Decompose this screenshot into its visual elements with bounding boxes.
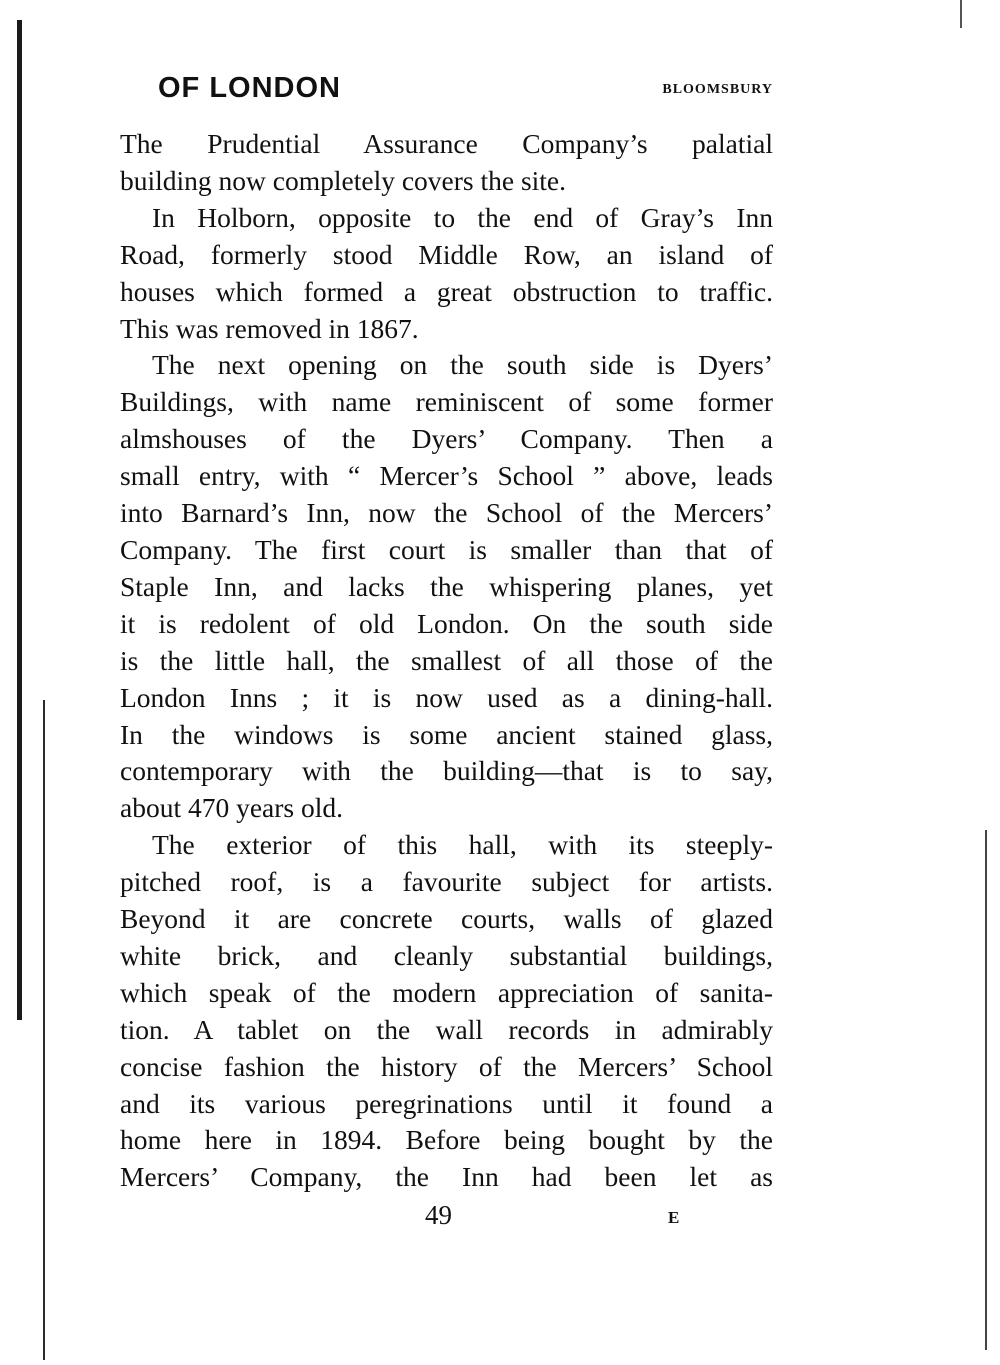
paragraph-3 xyxy=(120,347,773,827)
text-line: into Barnard’s Inn, now the School of the Mercers’ xyxy=(120,497,773,529)
text-line: and its various peregrinations until it found a xyxy=(120,1087,773,1119)
text-line: almshouses of the Dyers’ Company. Then a xyxy=(120,423,773,455)
text-line: small entry, with “ Mercer’s School ” above, leads xyxy=(120,460,773,492)
page-edge-shadow-left xyxy=(17,20,22,1020)
running-title: OF LONDON xyxy=(158,72,341,104)
text-line: Company. The first court is smaller than that of xyxy=(120,533,773,565)
text-line: contemporary with the building—that is to say, xyxy=(120,755,773,787)
page-footer xyxy=(120,1200,773,1240)
text-line: The next opening on the south side is Dyers’ xyxy=(152,349,773,381)
text-line: which speak of the modern appreciation of sanita- xyxy=(120,976,773,1008)
paragraph-2 xyxy=(120,200,773,348)
text-line: In Holborn, opposite to the end of Gray’s Inn xyxy=(152,201,773,233)
section-title: BLOOMSBURY xyxy=(662,82,773,97)
text-line: white brick, and cleanly substantial buildings, xyxy=(120,939,773,971)
text-line: London Inns ; it is now used as a dining-hall. xyxy=(120,681,773,713)
page-edge-mark-top xyxy=(960,0,962,28)
paragraph-1 xyxy=(120,126,773,200)
text-line: is the little hall, the smallest of all those of the xyxy=(120,644,773,676)
text-line: Staple Inn, and lacks the whispering planes, yet xyxy=(120,570,773,602)
text-line: Beyond it are concrete courts, walls of glazed xyxy=(120,903,773,935)
text-line: home here in 1894. Before being bought by the xyxy=(120,1124,773,1156)
text-line: This was removed in 1867. xyxy=(120,312,419,344)
page-edge-line-left xyxy=(43,700,45,1360)
signature-mark: E xyxy=(668,1208,680,1227)
page-number: 49 xyxy=(425,1200,452,1230)
text-line: Road, formerly stood Middle Row, an island of xyxy=(120,238,773,270)
text-line: houses which formed a great obstruction to traffic. xyxy=(120,275,773,307)
text-line: The exterior of this hall, with its steeply- xyxy=(152,829,773,861)
text-line: Mercers’ Company, the Inn had been let as xyxy=(120,1161,773,1193)
text-line: Buildings, with name reminiscent of some former xyxy=(120,386,773,418)
text-line: The Prudential Assurance Company’s palatial xyxy=(120,128,773,159)
text-line: it is redolent of old London. On the south side xyxy=(120,607,773,639)
text-line: tion. A tablet on the wall records in admirably xyxy=(120,1013,773,1045)
text-line: In the windows is some ancient stained glass, xyxy=(120,718,773,750)
text-line: building now completely covers the site. xyxy=(120,164,567,196)
text-line: about 470 years old. xyxy=(120,792,344,824)
paragraph-4 xyxy=(120,827,773,1196)
body-text xyxy=(120,126,773,1196)
running-header xyxy=(158,72,773,112)
text-line: concise fashion the history of the Mercers’ School xyxy=(120,1050,773,1082)
page-edge-line-right xyxy=(985,830,987,1350)
text-line: pitched roof, is a favourite subject for artists. xyxy=(120,866,773,898)
